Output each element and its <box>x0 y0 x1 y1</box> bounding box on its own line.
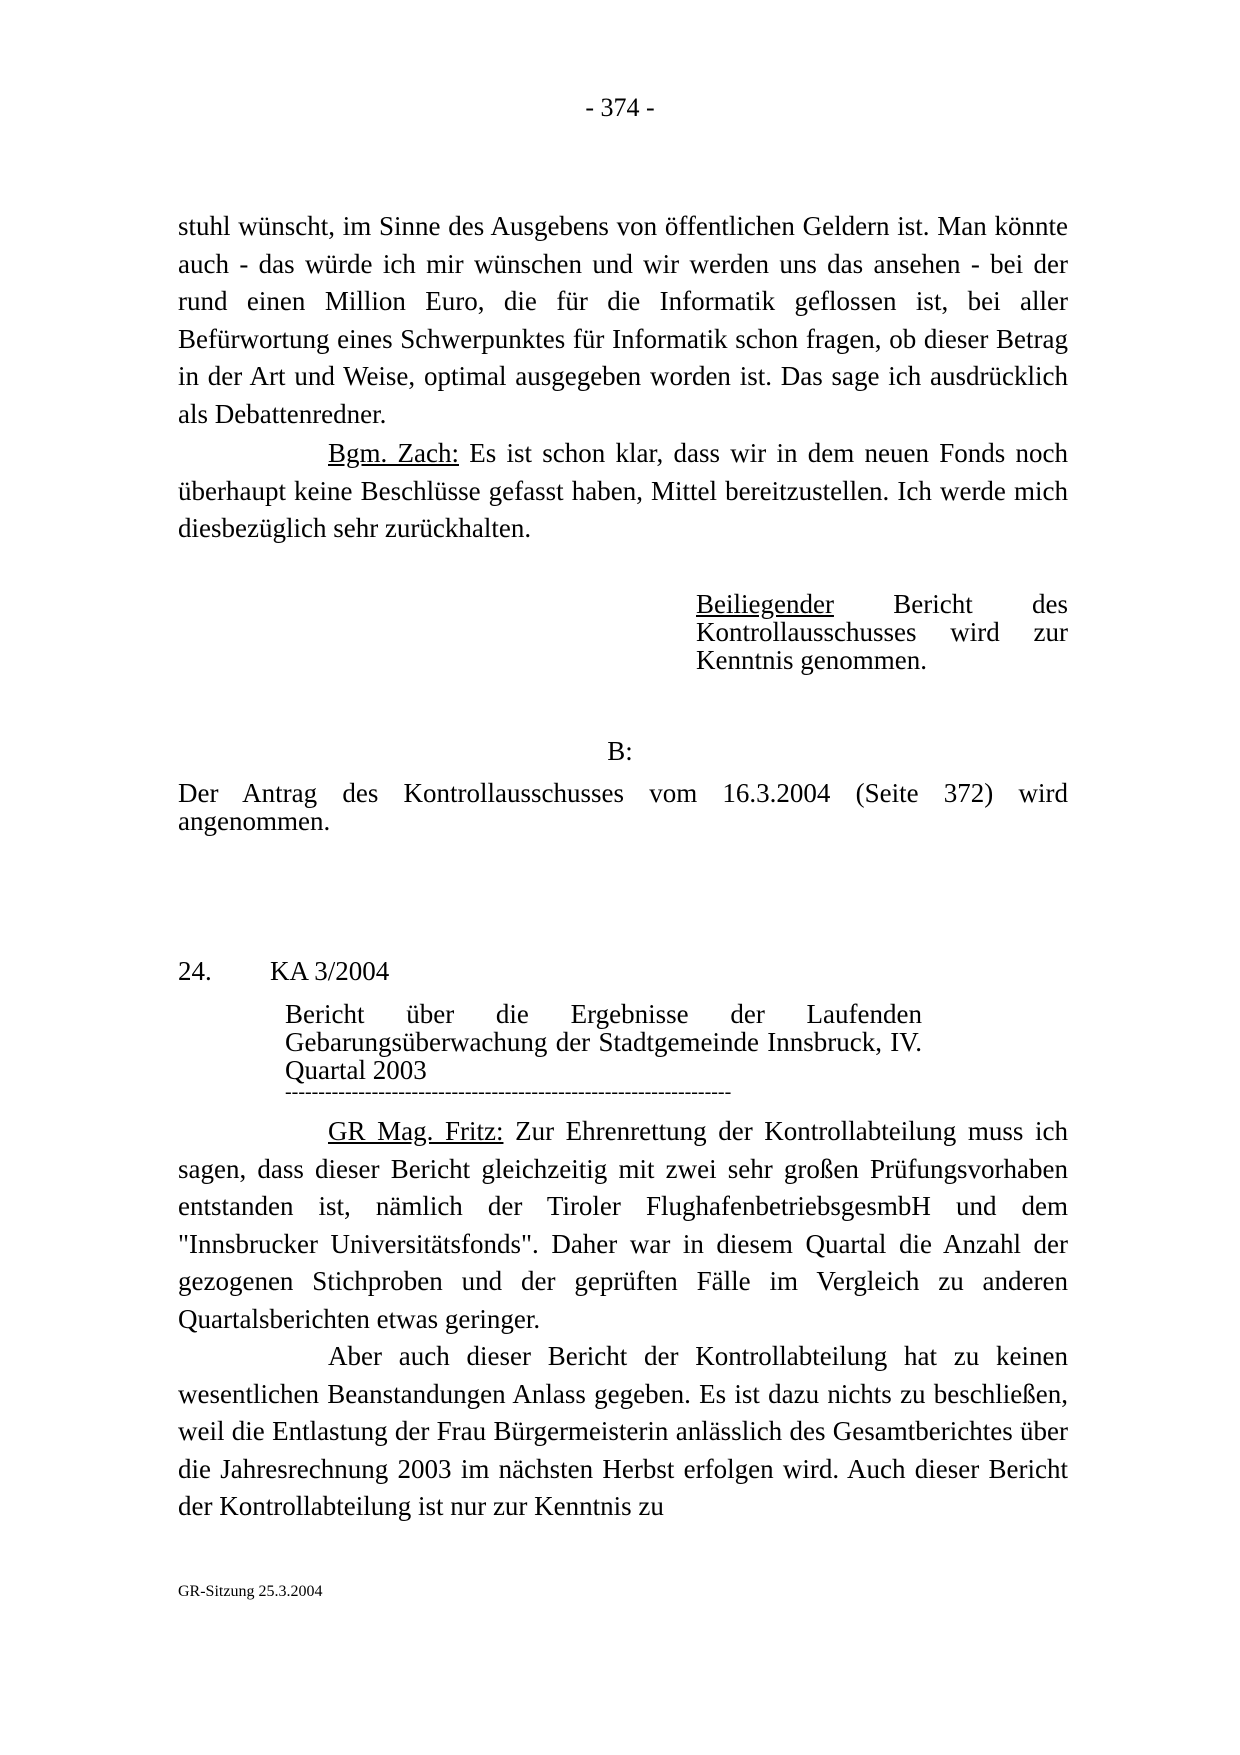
continuation-paragraph-block <box>178 208 1068 433</box>
resolution-note <box>696 590 1068 674</box>
resolution-body: Bericht des Kontrollausschusses wird zur Kenntnis genommen. <box>696 589 1068 675</box>
agenda-item-title: Bericht über die Ergebnisse der Laufenden Gebarungsüberwachung der Stadtgemeinde Innsbruck, IV. Quartal 2003 <box>285 999 922 1085</box>
fritz-continuation: Aber auch dieser Bericht der Kontrollabteilung hat zu keinen wesentlichen Beanstandungen Anlass gegeben. Es ist dazu nichts zu beschließen, weil die Entlastung der Frau Bürgermeisterin anlässlich des Gesamtberichtes über die Jahresrechnung 2003 im nächsten Herbst erfolgen wird. Auch dieser Bericht der Kontrollabteilung ist nur zur Kenntnis zu <box>178 1341 1068 1521</box>
fritz-statement <box>178 1113 1068 1338</box>
resolution-lead: Beiliegender <box>696 589 834 619</box>
page-number: - 374 - <box>585 93 655 122</box>
zach-statement-text: Es ist schon klar, dass wir in dem neuen Fonds noch überhaupt keine Beschlüsse gefasst haben, Mittel bereitzustellen. Ich werde mich diesbezüglich sehr zurückhalten. <box>178 438 1068 543</box>
fritz-statement-text: Zur Ehrenrettung der Kontrollabteilung muss ich sagen, dass dieser Bericht gleichzeitig mit zwei sehr großen Prüfungsvorhaben entstanden ist, nämlich der Tiroler FlughafenbetriebsgesmbH und dem "Innsbrucker Universitätsfonds". Daher war in diesem Quartal die Anzahl der gezogenen Stichproben und der geprüften Fälle im Vergleich zu anderen Quartalsberichten etwas geringer. <box>178 1116 1068 1334</box>
agenda-item-title-block <box>285 1000 922 1084</box>
agenda-item-number: 24. <box>178 956 212 986</box>
decision-block <box>178 779 1068 835</box>
zach-statement-block <box>178 435 1068 548</box>
decision-text: Der Antrag des Kontrollausschusses vom 16.3.2004 (Seite 372) wird angenommen. <box>178 778 1068 836</box>
section-b-heading: B: <box>607 736 633 766</box>
resolution-text <box>696 590 1068 674</box>
agenda-item-code: KA 3/2004 <box>270 956 390 986</box>
speaker-fritz: GR Mag. Fritz: <box>328 1116 504 1146</box>
separator-line: ------------------------------------------------------------------- <box>285 1082 732 1102</box>
speaker-zach: Bgm. Zach: <box>328 438 459 468</box>
zach-statement <box>178 435 1068 548</box>
fritz-speech-block <box>178 1113 1068 1526</box>
continuation-paragraph: stuhl wünscht, im Sinne des Ausgebens von öffentlichen Geldern ist. Man könnte auch - das würde ich mir wünschen und wir werden uns das ansehen - bei der rund einen Million Euro, die für die Informatik geflossen ist, bei aller Befürwortung eines Schwerpunktes für Informatik schon fragen, ob dieser Betrag in der Art und Weise, optimal ausgegeben worden ist. Das sage ich ausdrücklich als Debattenredner. <box>178 211 1068 429</box>
footer-session-date: GR-Sitzung 25.3.2004 <box>178 1583 323 1600</box>
